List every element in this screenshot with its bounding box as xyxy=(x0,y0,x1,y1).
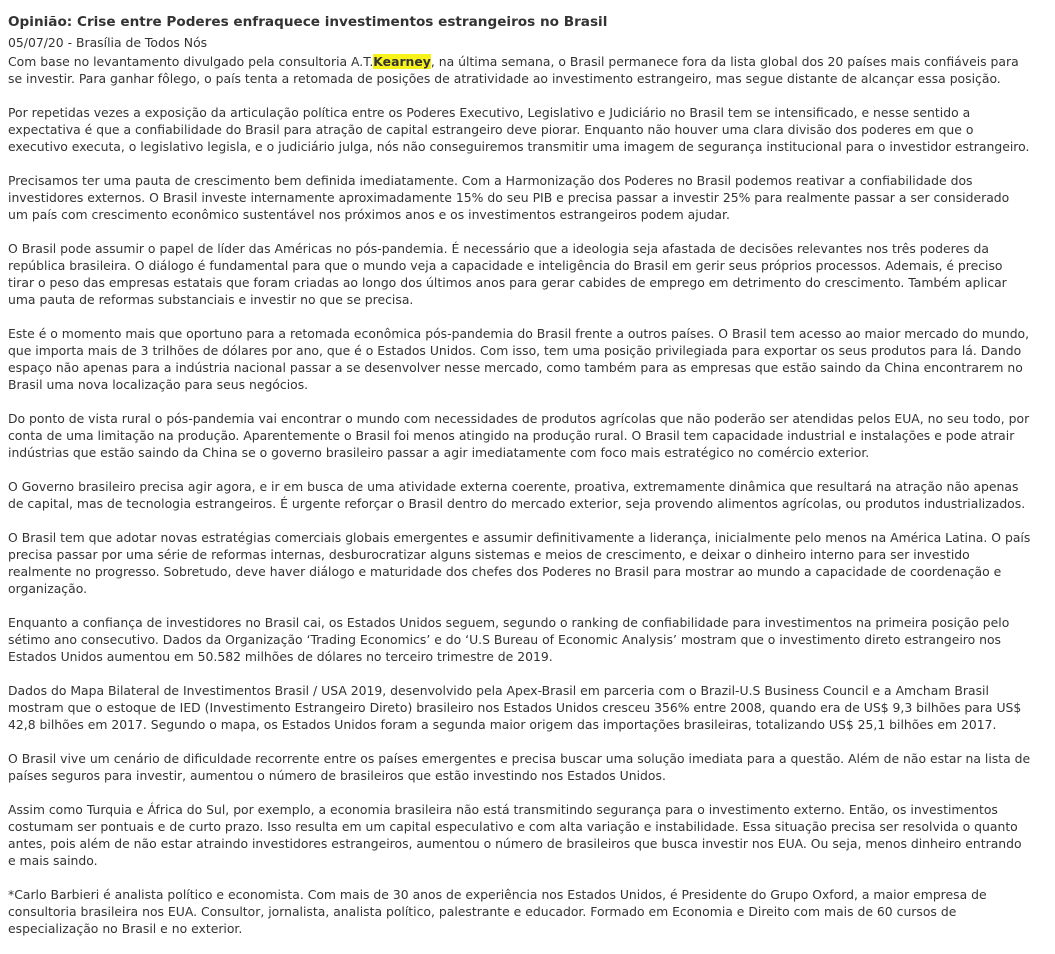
article-paragraph-10: Dados do Mapa Bilateral de Investimentos Brasil / USA 2019, desenvolvido pela Apex-Brasil em parceria com o Brazil-U.S Business Council e a Amcham Brasil mostram que o estoque de IED (Investimento Estrangeiro Direto) brasileiro nos Estados Unidos cresceu 356% entre 2008, quando era de US$ 9,3 bilhões para US$ 42,8 bilhões em 2017. Segundo o mapa, os Estados Unidos foram a segunda maior origem das importações brasileiras, totalizando US$ 25,1 bilhões em 2017. xyxy=(8,683,1022,732)
article-paragraph-5: Este é o momento mais que oportuno para a retomada econômica pós-pandemia do Brasil frente a outros países. O Brasil tem acesso ao maior mercado do mundo, que importa mais de 3 trilhões de dólares por ano, que é o Estados Unidos. Com isso, tem uma posição privilegiada para exportar os seus produtos para lá. Dando espaço não apenas para a indústria nacional passar a se desenvolver nesse mercado, como também para as empresas que estão saindo da China encontrarem no Brasil uma nova localização para seus negócios. xyxy=(8,326,1030,392)
article-paragraph-4: O Brasil pode assumir o papel de líder das Américas no pós-pandemia. É necessário que a ideologia seja afastada de decisões relevantes nos três poderes da república brasileira. O diálogo é fundamental para que o mundo veja a capacidade e inteligência do Brasil em gerir seus próprios processos. Ademais, é preciso tirar o peso das empresas estatais que foram criadas ao longo dos últimos anos para gerar cabides de emprego em detrimento do crescimento. Também aplicar uma pauta de reformas substanciais e investir no que se precisa. xyxy=(8,241,1007,307)
paragraph-1-text-before: Com base no levantamento divulgado pela consultoria A.T. xyxy=(8,54,374,69)
highlighted-term: Kearney xyxy=(373,54,431,69)
article-paragraph-9: Enquanto a confiança de investidores no Brasil cai, os Estados Unidos seguem, segundo o ranking de confiabilidade para investimentos na primeira posição pelo sétimo ano consecutivo. Dados da Organização ‘Trading Economics’ e do ‘U.S Bureau of Economic Analysis’ mostram que o investimento direto estrangeiro nos Estados Unidos aumentou em 50.582 milhões de dólares no terceiro trimestre de 2019. xyxy=(8,615,1010,664)
article-paragraph-6: Do ponto de vista rural o pós-pandemia vai encontrar o mundo com necessidades de produtos agrícolas que não poderão ser atendidas pelos EUA, no seu todo, por conta de uma limitação na produção. Aparentemente o Brasil foi menos atingido na produção rural. O Brasil tem capacidade industrial e instalações e pode atrair indústrias que estão saindo da China se o governo brasileiro passar a agir imediatamente com foco mais estratégico no comércio exterior. xyxy=(8,411,1030,460)
paragraph-1-text-after: , na última semana, o Brasil permanece fora da lista global dos 20 países mais confiáveis para se investir. Para ganhar fôlego, o país tenta a retomada de posições de atratividade ao investimento estrangeiro, mas segue distante de alcançar essa posição. xyxy=(8,54,1019,86)
article-paragraph-2: Por repetidas vezes a exposição da articulação política entre os Poderes Executivo, Legislativo e Judiciário no Brasil tem se intensificado, e nesse sentido a expectativa é que a confiabilidade do Brasil para atração de capital estrangeiro deve piorar. Enquanto não houver uma clara divisão dos poderes em que o executivo executa, o legislativo legisla, e o judiciário julga, nós não conseguiremos transmitir uma imagem de segurança institucional para o investidor estrangeiro. xyxy=(8,105,1030,154)
article-paragraph-8: O Brasil tem que adotar novas estratégias comerciais globais emergentes e assumir definitivamente a liderança, inicialmente pelo menos na América Latina. O país precisa passar por uma série de reformas internas, desburocratizar alguns sistemas e meios de crescimento, e deixar o dinheiro interno para ser investido realmente no progresso. Sobretudo, deve haver diálogo e maturidade dos chefes dos Poderes no Brasil para mostrar ao mundo a capacidade de coordenação e organização. xyxy=(8,530,1031,596)
article-paragraph-1 xyxy=(8,53,1032,87)
article-paragraph-12: Assim como Turquia e África do Sul, por exemplo, a economia brasileira não está transmitindo segurança para o investimento externo. Então, os investimentos costumam ser pontuais e de curto prazo. Isso resulta em um capital especulativo e com alta variação e instabilidade. Essa situação precisa ser resolvida o quanto antes, pois além de não estar atraindo investidores estrangeiros, aumentou o número de brasileiros que busca investir nos EUA. Ou seja, menos dinheiro entrando e mais saindo. xyxy=(8,802,1022,868)
article-paragraph-11: O Brasil vive um cenário de dificuldade recorrente entre os países emergentes e precisa buscar uma solução imediata para a questão. Além de não estar na lista de países seguros para investir, aumentou o número de brasileiros que estão investindo nos Estados Unidos. xyxy=(8,751,1031,783)
article-title: Opinião: Crise entre Poderes enfraquece investimentos estrangeiros no Brasil xyxy=(8,14,608,30)
article xyxy=(8,12,1032,954)
article-paragraph-7: O Governo brasileiro precisa agir agora, e ir em busca de uma atividade externa coerente, proativa, extremamente dinâmica que resultará na atração não apenas de capital, mas de tecnologia estrangeiros. É urgente reforçar o Brasil dentro do mercado exterior, seja provendo alimentos agrícolas, ou produtos industrializados. xyxy=(8,479,1026,511)
article-paragraph-3: Precisamos ter uma pauta de crescimento bem definida imediatamente. Com a Harmonização dos Poderes no Brasil podemos reativar a confiabilidade dos investidores externos. O Brasil investe internamente aproximadamente 15% do seu PIB e precisa passar a investir 25% para realmente passar a ser considerado um país com crescimento econômico sustentável nos próximos anos e os investimentos estrangeiros podem ajudar. xyxy=(8,173,1010,222)
article-date-source: 05/07/20 - Brasília de Todos Nós xyxy=(8,35,208,50)
author-bio: *Carlo Barbieri é analista político e economista. Com mais de 30 anos de experiência nos Estados Unidos, é Presidente do Grupo Oxford, a maior empresa de consultoria brasileira nos EUA. Consultor, jornalista, analista político, palestrante e educador. Formado em Economia e Direito com mais de 60 cursos de especialização no Brasil e no exterior. xyxy=(8,887,987,936)
